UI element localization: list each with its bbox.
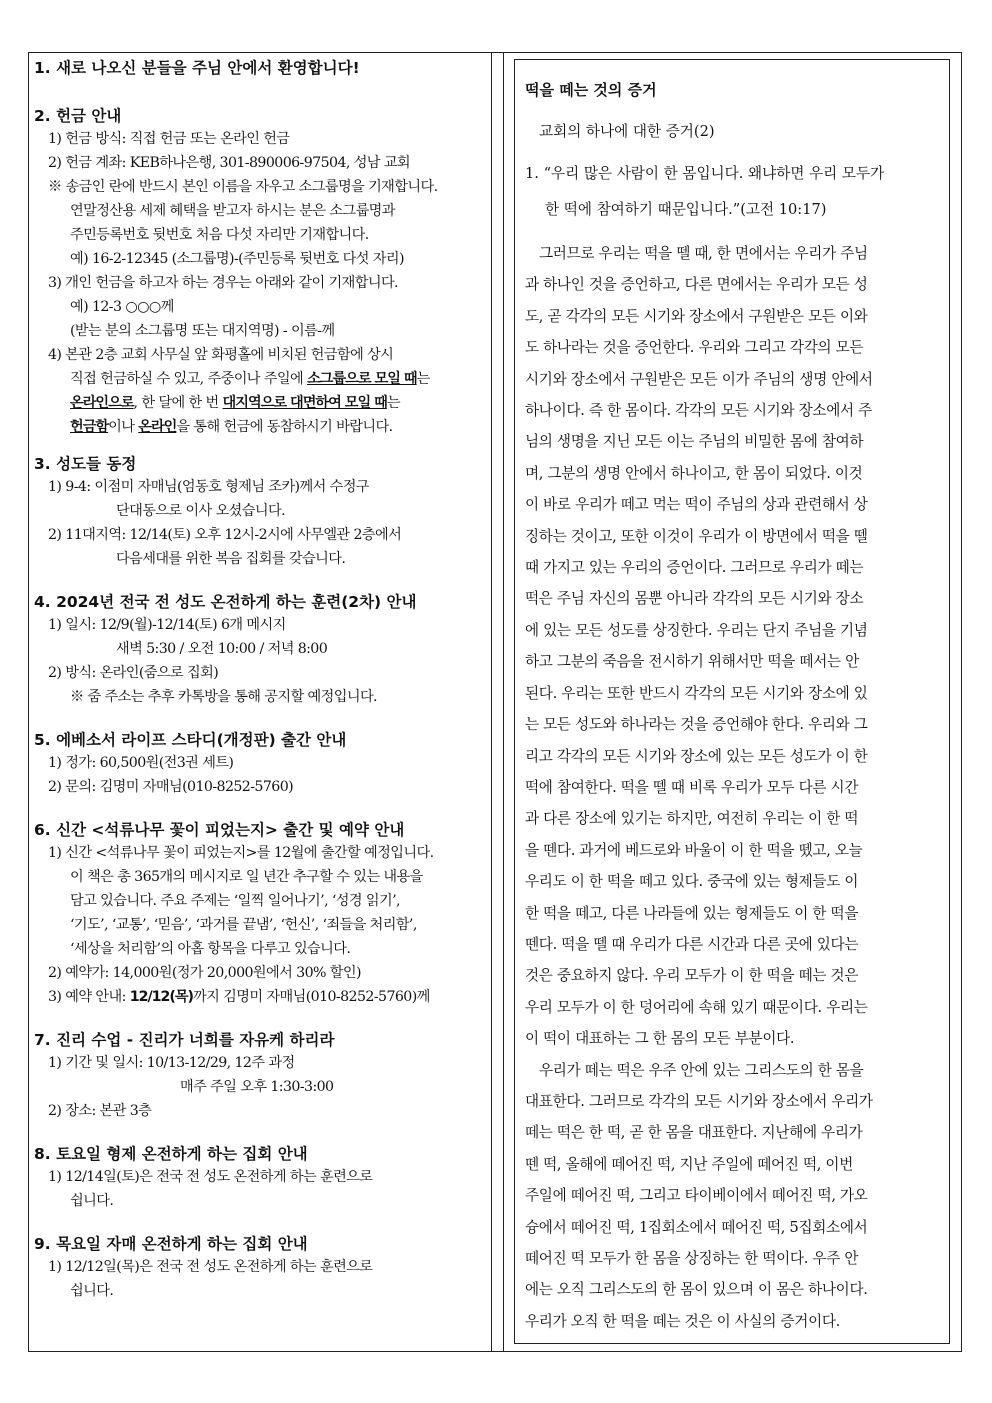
article-line: 떼어진 떡 모두가 한 몸을 상징하는 한 떡이다. 우주 안	[525, 1250, 859, 1267]
article-box	[514, 59, 950, 1344]
list-item: 쉽니다.	[70, 1193, 114, 1209]
article-line: 과 하나인 것을 증언하고, 다른 면에서는 우리가 모든 성	[525, 276, 868, 294]
list-item: 1) 12/14일(토)은 전국 전 성도 온전하게 하는 훈련으로	[48, 1169, 373, 1185]
section-heading: 3. 성도들 동정	[34, 455, 137, 473]
section-heading: 8. 토요일 형제 온전하게 하는 집회 안내	[34, 1145, 308, 1163]
article-line: 리고 각각의 모든 시기와 장소에 있는 모든 성도가 이 한	[525, 747, 868, 765]
list-item: 다음세대를 위한 복음 집회를 갖습니다.	[116, 551, 346, 567]
article-line: 우리가 떼는 떡은 우주 안에 있는 그리스도의 한 몸을	[539, 1061, 864, 1079]
verse-line: 한 떡에 참여하기 때문입니다.”(고전 10:17)	[545, 201, 827, 218]
text: 까지 김명미 자매님(010-8252-5760)께	[193, 989, 430, 1005]
column-divider	[503, 53, 504, 1351]
article-line: 우리가 오직 한 떡을 떼는 것은 이 사실의 증거이다.	[525, 1312, 841, 1330]
text: 이나	[108, 419, 139, 435]
list-item: 이 책은 총 365개의 메시지로 일 년간 추구할 수 있는 내용을	[70, 869, 423, 885]
article-line: 이 바로 우리가 떼고 먹는 떡이 주님의 상과 관련해서 상	[525, 496, 868, 514]
list-item: 4) 본관 2층 교회 사무실 앞 화평홀에 비치된 헌금함에 상시	[48, 347, 394, 363]
article-line: 하나이다. 즉 한 몸이다. 각각의 모든 시기와 장소에서 주	[525, 402, 872, 420]
article-line: 대표한다. 그러므로 각각의 모든 시기와 장소에서 우리가	[525, 1092, 873, 1110]
list-item: 1) 정가: 60,500원(전3권 세트)	[48, 755, 234, 771]
article-line: 된다. 우리는 또한 반드시 각각의 모든 시기와 장소에 있	[525, 684, 868, 702]
list-item: ※ 줌 주소는 추후 카톡방을 통해 공지할 예정입니다.	[70, 689, 377, 705]
list-item: 1) 신간 <석류나무 꽃이 피었는지>를 12월에 출간할 예정입니다.	[48, 845, 434, 861]
section-heading: 2. 헌금 안내	[34, 107, 122, 125]
list-item	[34, 391, 484, 415]
announcement-9	[34, 1233, 484, 1303]
list-item: (받는 분의 소그룹명 또는 대지역명) - 이름-께	[70, 323, 335, 339]
emphasis: 대지역으로 대면하여 모일 때	[222, 395, 387, 411]
list-item: 2) 예약가: 14,000원(정가 20,000원에서 30% 할인)	[48, 965, 361, 981]
list-item: 1) 헌금 방식: 직접 헌금 또는 온라인 헌금	[48, 131, 290, 147]
announcement-3	[34, 453, 484, 571]
section-heading: 9. 목요일 자매 온전하게 하는 집회 안내	[34, 1235, 308, 1253]
list-item: 2) 방식: 온라인(줌으로 집회)	[48, 665, 219, 681]
list-item: ※ 송금인 란에 반드시 본인 이름을 자우고 소그룹명을 기재합니다.	[48, 179, 438, 195]
article-line: 뗀다. 떡을 뗄 때 우리가 다른 시간과 다른 곳에 있다는	[525, 935, 859, 953]
list-item: 1) 기간 및 일시: 10/13-12/29, 12주 과정	[48, 1055, 295, 1071]
verse-line: 1. “우리 많은 사람이 한 몸입니다. 왜냐하면 우리 모두가	[525, 165, 885, 182]
section-heading: 6. 신간 <석류나무 꽃이 피었는지> 출간 및 예약 안내	[34, 821, 405, 839]
list-item: 예) 12-3 ○○○께	[70, 299, 174, 315]
article-line: 도, 곧 각각의 모든 시기와 장소에서 구원받은 모든 이와	[525, 307, 868, 325]
list-item: 3) 개인 헌금을 하고자 하는 경우는 아래와 같이 기재합니다.	[48, 275, 398, 291]
list-item: 새벽 5:30 / 오전 10:00 / 저녁 8:00	[116, 641, 328, 657]
text: , 한 달에 한 번	[133, 395, 223, 411]
list-item: ‘기도’, ‘교통’, ‘믿음’, ‘과거를 끝냄’, ‘헌신’, ‘죄들을 처리함’,	[70, 917, 417, 933]
article-line: 그러므로 우리는 떡을 뗄 때, 한 면에서는 우리가 주님	[539, 245, 868, 262]
article-line: 에 있는 모든 성도를 상징한다. 우리는 단지 주님을 기념	[525, 621, 868, 639]
article-line: 우리 모두가 이 한 덩어리에 속해 있기 때문이다. 우리는	[525, 998, 868, 1016]
list-item: 쉽니다.	[70, 1283, 114, 1299]
text: 3) 예약 안내:	[48, 989, 130, 1005]
article-line: 하고 그분의 죽음을 전시하기 위해서만 떡을 떼서는 안	[525, 653, 859, 671]
list-item: 2) 장소: 본관 3층	[48, 1103, 152, 1119]
article-body	[525, 238, 939, 1337]
article-line: 시기와 장소에서 구원받은 모든 이가 주님의 생명 안에서	[525, 370, 873, 388]
article-line: 도 하나라는 것을 증언한다. 우리와 그리고 각각의 모든	[525, 339, 864, 357]
list-item: 단대동으로 이사 오셨습니다.	[116, 503, 285, 519]
announcement-4	[34, 591, 484, 709]
text: 을 통해 헌금에 동참하시기 바랍니다.	[176, 419, 393, 435]
text: 는	[386, 395, 400, 411]
section-heading: 1. 새로 나오신 분들을 주님 안에서 환영합니다!	[34, 59, 360, 77]
article-line: 이 떡이 대표하는 그 한 몸의 모든 부분이다.	[525, 1030, 795, 1048]
emphasis: 헌금함	[70, 419, 109, 435]
list-item	[34, 415, 484, 439]
list-item: 1) 12/12일(목)은 전국 전 성도 온전하게 하는 훈련으로	[48, 1259, 373, 1275]
emphasis: 소그룹으로 모일 때	[307, 371, 417, 387]
article-line: 을 뗀다. 과거에 베드로와 바울이 이 한 떡을 뗐고, 오늘	[525, 841, 863, 859]
article-line: 우리도 이 한 떡을 떼고 있다. 중국에 있는 형제들도 이	[525, 873, 859, 891]
list-item: ‘세상을 처리함’의 아홉 항목을 다루고 있습니다.	[70, 941, 351, 957]
article-line: 슝에서 떼어진 떡, 1집회소에서 떼어진 떡, 5집회소에서	[525, 1218, 868, 1236]
announcement-6	[34, 819, 484, 1009]
emphasis: 온라인	[138, 419, 177, 435]
list-item	[34, 985, 484, 1009]
announcement-7	[34, 1029, 484, 1123]
list-item: 2) 11대지역: 12/14(토) 오후 12시-2시에 사무엘관 2층에서	[48, 527, 402, 543]
article-line: 는 모든 성도와 하나라는 것을 증언해야 한다. 우리와 그	[525, 716, 868, 734]
article-line: 님의 생명을 지닌 모든 이는 주님의 비밀한 몸에 참여하	[525, 433, 864, 451]
announcement-2	[34, 105, 484, 439]
article-line: 주일에 떼어진 떡, 그리고 타이베이에서 떼어진 떡, 가오	[525, 1187, 868, 1205]
list-item: 1) 9-4: 이점미 자매님(엄동호 형제님 조카)께서 수정구	[48, 479, 369, 495]
article-line: 징하는 것이고, 또한 이것이 우리가 이 방면에서 떡을 뗄	[525, 527, 868, 545]
article-title: 떡을 떼는 것의 증거	[525, 81, 657, 99]
list-item: 2) 문의: 김명미 자매님(010-8252-5760)	[48, 779, 294, 795]
article-line: 것은 중요하지 않다. 우리 모두가 이 한 떡을 떼는 것은	[525, 967, 859, 985]
text: 는	[416, 371, 430, 387]
list-item: 예) 16-2-12345 (소그룹명)-(주민등록 뒷번호 다섯 자리)	[70, 251, 404, 267]
article-line: 한 떡을 떼고, 다른 나라들에 있는 형제들도 이 한 떡을	[525, 904, 859, 922]
article-line: 때 가지고 있는 우리의 증언이다. 그러므로 우리가 떼는	[525, 559, 864, 577]
announcement-1	[34, 57, 484, 79]
column-divider	[491, 53, 492, 1351]
announcement-8	[34, 1143, 484, 1213]
announcements-column	[34, 57, 484, 1323]
article-line: 뗀 떡, 올해에 떼어진 떡, 지난 주일에 떼어진 떡, 이번	[525, 1155, 854, 1173]
section-heading: 4. 2024년 전국 전 성도 온전하게 하는 훈련(2차) 안내	[34, 593, 417, 611]
emphasis: 12/12(목)	[129, 989, 194, 1005]
list-item: 1) 일시: 12/9(월)-12/14(토) 6개 메시지	[48, 617, 286, 633]
article-line: 과 다른 장소에 있기는 하지만, 여전히 우리는 이 한 떡	[525, 810, 859, 828]
article-line: 에는 오직 그리스도의 한 몸이 있으며 이 몸은 하나이다.	[525, 1281, 868, 1299]
announcement-5	[34, 729, 484, 799]
list-item: 주민등록번호 뒷번호 처음 다섯 자리만 기재합니다.	[70, 227, 369, 243]
list-item: 연말정산용 세제 혜택을 받고자 하시는 분은 소그룹명과	[70, 203, 395, 219]
text: 직접 헌금하실 수 있고, 주중이나 주일에	[70, 371, 308, 387]
list-item: 2) 헌금 계좌: KEB하나은행, 301-890006-97504, 성남 교회	[48, 155, 411, 171]
article-line: 떡에 참여한다. 떡을 뗄 때 비록 우리가 모두 다른 시간	[525, 778, 859, 796]
article-line: 떼는 떡은 한 떡, 곧 한 몸을 대표한다. 지난해에 우리가	[525, 1124, 863, 1142]
list-item	[34, 367, 484, 391]
article-line: 며, 그분의 생명 안에서 하나이고, 한 몸이 되었다. 이것	[525, 464, 863, 482]
bulletin-frame	[28, 52, 962, 1352]
article-line: 떡은 주님 자신의 몸뿐 아니라 각각의 모든 시기와 장소	[525, 590, 864, 608]
list-item: 담고 있습니다. 주요 주제는 ‘일찍 일어나기’, ‘성경 읽기’,	[70, 893, 400, 909]
list-item: 매주 주일 오후 1:30-3:00	[180, 1079, 334, 1095]
emphasis: 온라인으로	[70, 395, 134, 411]
section-heading: 7. 진리 수업 - 진리가 너희를 자유케 하리라	[34, 1031, 335, 1049]
article-subtitle: 교회의 하나에 대한 증거(2)	[539, 123, 715, 140]
section-heading: 5. 에베소서 라이프 스타디(개정판) 출간 안내	[34, 731, 347, 749]
